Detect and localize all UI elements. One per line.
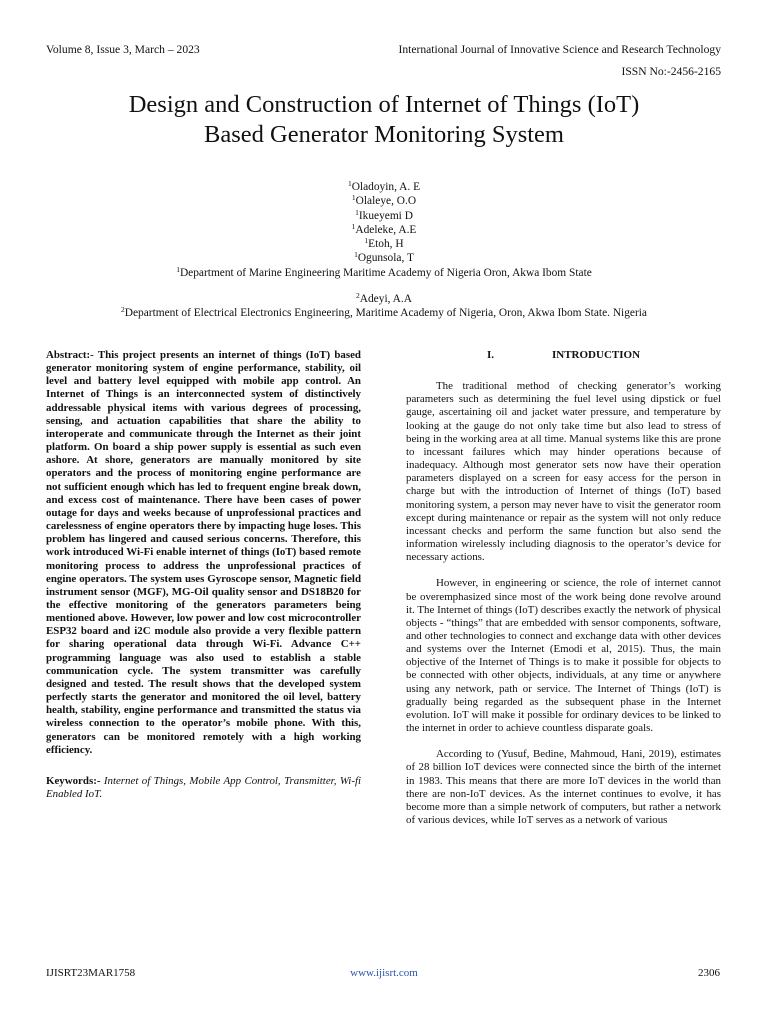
author: $^1$Adeleke, A.E [351,221,417,236]
footer-url-link[interactable]: www.ijisrt.com [350,967,418,979]
footer-paper-code: IJISRT23MAR1758 [46,967,136,979]
title-line-1: Design and Construction of Internet of Things (IoT) [128,91,640,118]
paragraph: However, in engineering or science, the role of internet cannot be overemphasized since most of the work being done revolve around it. The Internet of things (IoT) describes exactly the network of physical objects - “things” that are embedded with sensor components, software, and other technologies to connect and exchange data with other devices and systems over the Internet (Emodi et al, 2015). Thus, the main objective of the Internet of Things is to make it possible for objects to be connected with other objects, individuals, at any time or anywhere using any network, path or service. The Internet of Things (IoT) is gradually being regarded as the subsequent phase in the Internet evolution. IoT will make it possible for ordinary devices to be linked to the internet in order to achieve countless disparate goals. [406,577,721,735]
journal-volume: Volume 8, Issue 3, March – 2023 [46,43,200,56]
right-column [406,349,721,840]
title-line-2: Based Generator Monitoring System [204,121,564,148]
author: $^2$Adeyi, A.A [356,291,412,305]
section-title: INTRODUCTION [552,349,641,361]
paper-title [0,90,768,150]
section-heading [406,349,721,362]
abstract: Abstract:- This project presents an internet of things (IoT) based generator monitoring system of engine performance, stability, oil level and battery level equipped with mobile app control. An Internet of Things is an interconnected system of distinctively addressable physical items with various degrees of processing, sensing, and actuation capabilities that share the ability to interoperate and communicate through the Internet as their joint platform. On board a ship power supply is essential as such even ashore. At shore, generators are manually monitored by site operators and the process of monitoring engine performance are not sufficient enough which has led to frequent engine break down, and excess cost of maintenance. There have been cases of power outage for days and weeks because of unprofessional practices and carelessness of engine operators there by impacting huge loses. This problem has lingered and caused serious concerns. Therefore, this work introduced Wi-Fi enable internet of things (IoT) based remote monitoring process to address the unprofessional practices of engine operators. The system uses Gyroscope sensor, Magnetic field instrument sensor (MGF), MG-Oil quality sensor and DS18B20 for the effective monitoring of the generators parameters being mentioned above. However, low power and low cost microcontroller ESP32 board and i2C module also provide a very flexible pattern for sharing operational data through Wi-Fi. Advance C++ programming language was also used to establish a stable communication cycle. The system transmitter was carefully designed and tested. The result shows that the developed system perfectly starts the generator and monitored the oil level, battery health, stability, engine performance and transmitted the status via wireless connection to the operator’s mobile phone. With this, generators can be monitored remotely with a high working efficiency. [46,349,361,756]
issn: ISSN No:-2456-2165 [621,65,721,78]
journal-name: International Journal of Innovative Science and Research Technology [398,43,721,56]
author: $^1$Oladoyin, A. E [347,179,421,193]
affiliation-2: $^2$Department of Electrical Electronics Engineering, Maritime Academy of Nigeria, Oron, Akwa Ibom State. Nigeria [121,305,647,320]
affiliation-1: $^1$Department of Marine Engineering Maritime Academy of Nigeria Oron, Akwa Ibom State [176,264,592,279]
author: $^1$Etoh, H [364,236,404,251]
keywords: Keywords:- Internet of Things, Mobile App Control, Transmitter, Wi-fi Enabled IoT. [46,774,361,800]
author: $^1$Olaleye, O.O [351,193,417,208]
page-number: 2306 [698,967,720,979]
author: $^1$Ikueyemi D [355,207,413,222]
author-list [0,180,768,280]
left-column [46,349,361,801]
author-list-2 [0,292,768,321]
paragraph: According to (Yusuf, Bedine, Mahmoud, Hani, 2019), estimates of 28 billion IoT devices were connected since the birth of the internet in 1983. This means that there are more IoT devices in the world than there are non-IoT devices. As the internet continues to evolve, it has become more than a simple network of computers, but rather a network of various devices, while IoT serves as a network of various [406,748,721,826]
author: $^1$Ogunsola, T [354,250,414,265]
section-number: I. [486,349,494,361]
paragraph: The traditional method of checking generator’s working parameters such as determining the fuel level using dipstick or fuel gauge, ascertaining oil and jacket water pressure, and temperature by looking at the gauge do not only take time but also lead to stress of being in the working area at all time. Manual systems like this are prone to incessant failures which may hinder operations because of inadequacy. Although most generator sets now have their operation parameters displayed on a screen for easy access for the person in charge but with the introduction of Internet of things (IoT) based monitoring system, a person may never have to visit the generator room except during maintenance or repair as the system will not only reduce incessant checks and perform the same function but also send the information wirelessly including diagnosis to the operator’s device for necessary actions. [406,380,721,564]
